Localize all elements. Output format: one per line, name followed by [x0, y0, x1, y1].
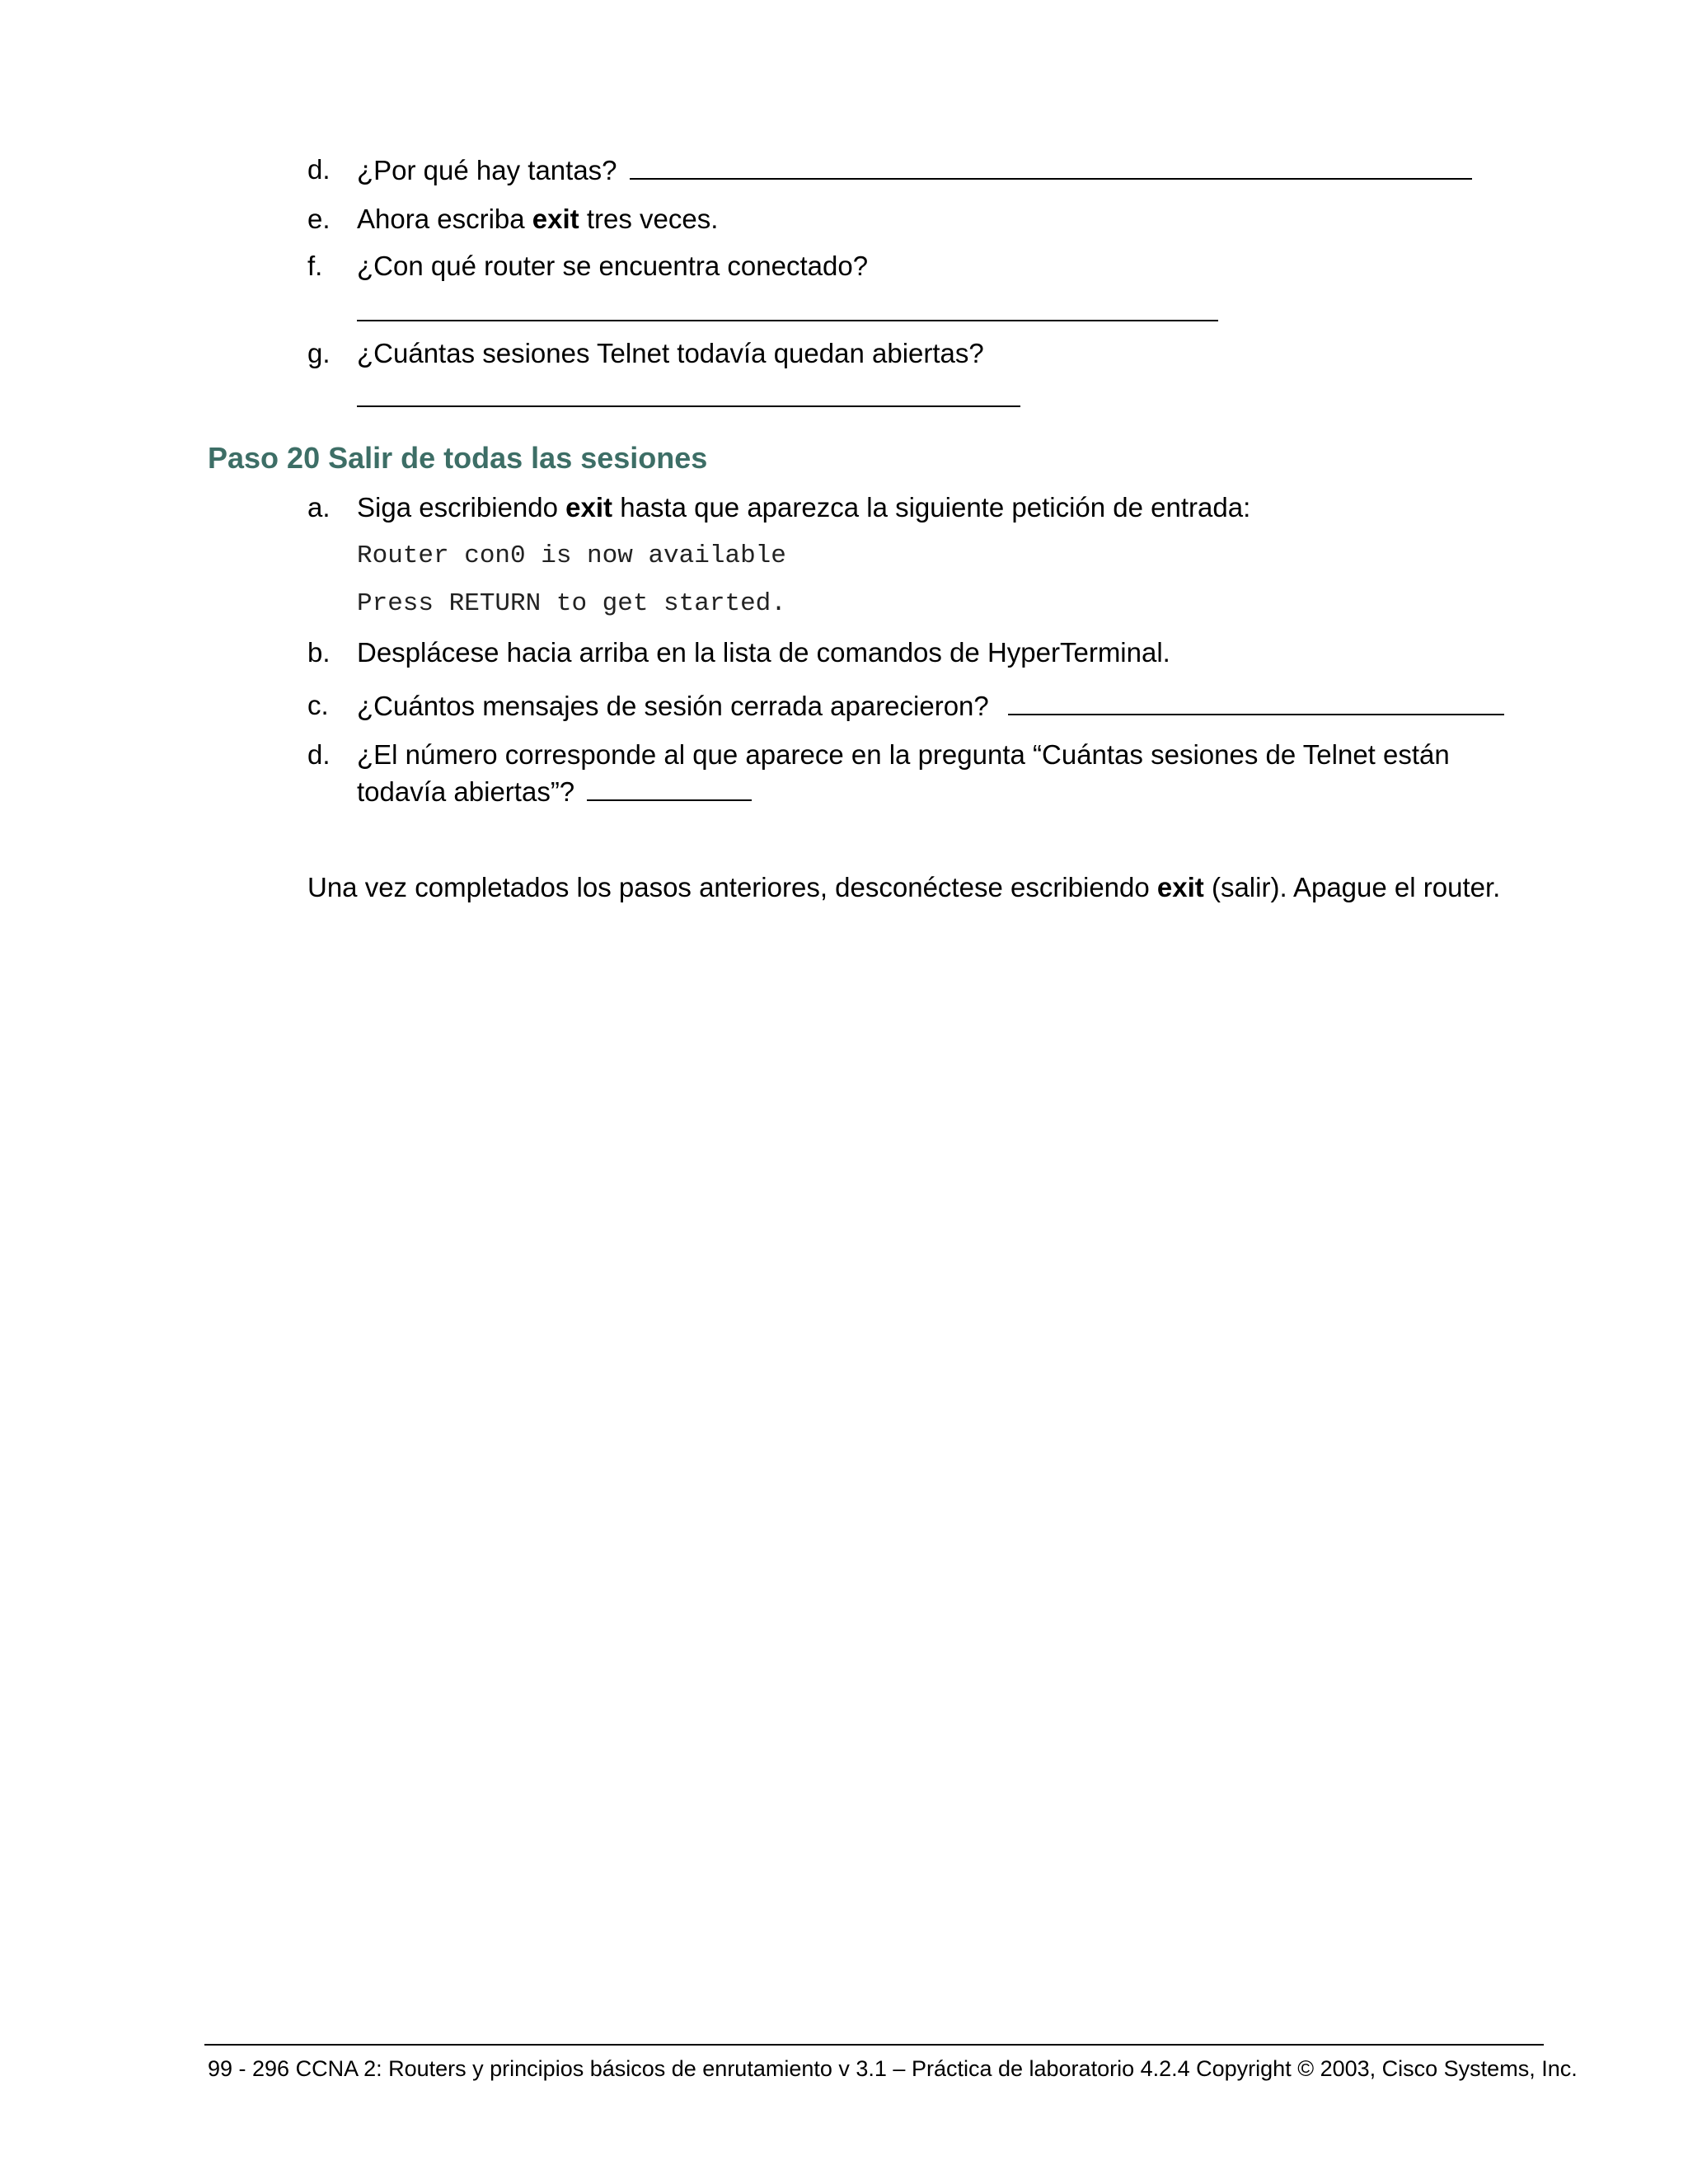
- answer-blank[interactable]: [1008, 689, 1504, 715]
- closing-instruction: Una vez completados los pasos anteriores, desconéctese escribiendo exit (salir). Apague el router.: [307, 872, 1501, 902]
- answer-blank[interactable]: [357, 320, 1218, 321]
- item-letter: c.: [307, 690, 329, 720]
- question-text: ¿Cuántas sesiones Telnet todavía quedan abiertas?: [357, 338, 984, 368]
- question-text: ¿Con qué router se encuentra conectado?: [357, 251, 869, 281]
- item-letter: a.: [307, 492, 331, 523]
- page-footer: 99 - 296 CCNA 2: Routers y principios básicos de enrutamiento v 3.1 – Práctica de laboratorio 4.2.4 Copyright © 2003, Cisco Systems, Inc.: [208, 2056, 1578, 2081]
- command-exit: exit: [1156, 872, 1204, 902]
- command-exit: exit: [532, 204, 579, 234]
- item-letter: d.: [307, 739, 331, 770]
- step-text-line1: ¿El número corresponde al que aparece en la pregunta “Cuántas sesiones de Telnet están: [357, 739, 1450, 770]
- item-letter: e.: [307, 204, 331, 234]
- step-text: Desplácese hacia arriba en la lista de comandos de HyperTerminal.: [357, 637, 1170, 668]
- question-text: ¿Por qué hay tantas?: [357, 155, 617, 185]
- command-exit: exit: [565, 492, 613, 523]
- step-text: ¿Cuántos mensajes de sesión cerrada aparecieron?: [357, 691, 989, 721]
- answer-blank[interactable]: [357, 405, 1020, 407]
- console-line: Press RETURN to get started.: [357, 589, 786, 618]
- step-text-line2: todavía abiertas”?: [357, 776, 575, 807]
- item-letter: b.: [307, 637, 331, 668]
- footer-divider: [204, 2044, 1544, 2046]
- question-text: Ahora escriba exit tres veces.: [357, 204, 719, 234]
- console-line: Router con0 is now available: [357, 541, 786, 570]
- step-text: Siga escribiendo exit hasta que aparezca la siguiente petición de entrada:: [357, 492, 1251, 523]
- item-letter: f.: [307, 251, 323, 281]
- answer-blank[interactable]: [630, 153, 1472, 180]
- item-letter: g.: [307, 338, 331, 368]
- section-heading: Paso 20 Salir de todas las sesiones: [208, 441, 708, 475]
- answer-blank[interactable]: [587, 775, 752, 801]
- item-letter: d.: [307, 154, 331, 185]
